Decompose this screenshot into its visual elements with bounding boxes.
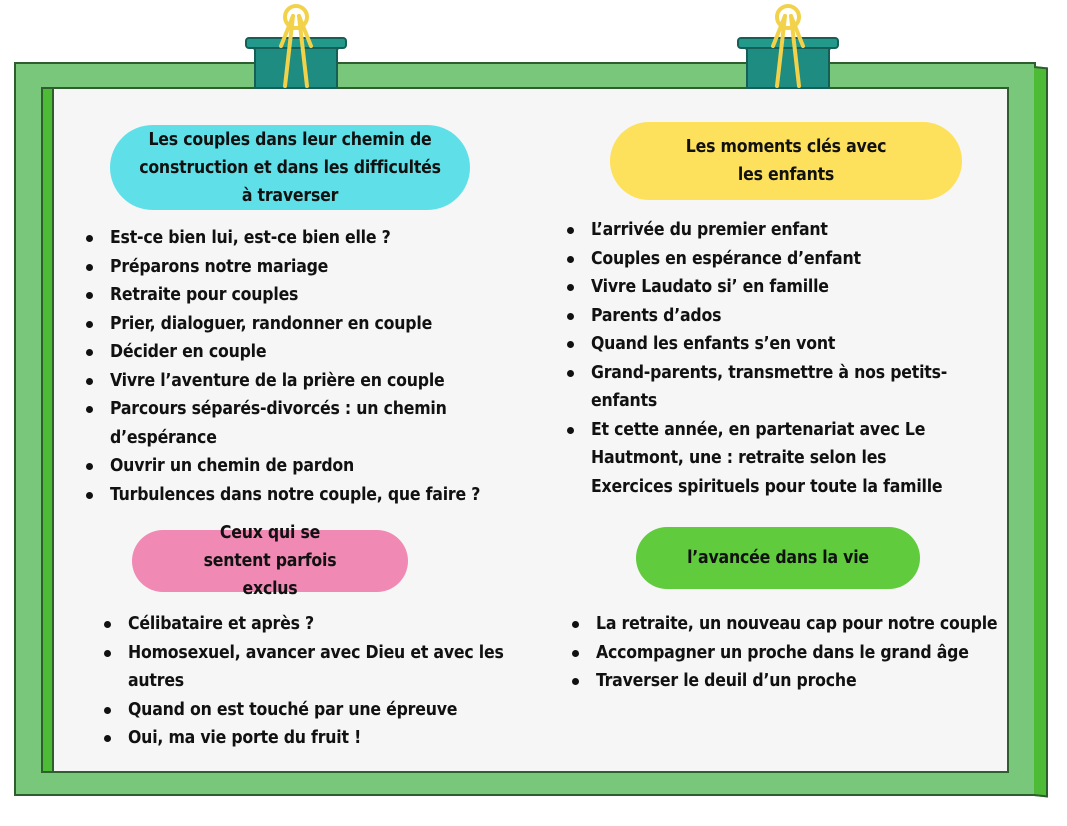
list-item: Est-ce bien lui, est-ce bien elle ?: [83, 224, 503, 253]
list-couples: [83, 224, 503, 509]
list-exclus: [101, 610, 506, 753]
list-item: Oui, ma vie porte du fruit !: [101, 724, 506, 753]
list-item: Parents d’ados: [564, 302, 964, 331]
list-item: Vivre l’aventure de la prière en couple: [83, 367, 503, 396]
binder-clip-icon: [241, 0, 351, 92]
board-side-edge: [1034, 66, 1048, 797]
section-title-enfants: [610, 122, 962, 200]
list-item: Grand-parents, transmettre à nos petits-enfants: [564, 359, 964, 416]
section-title-vie: [636, 527, 920, 589]
list-vie: [569, 610, 999, 696]
list-item: Traverser le deuil d’un proche: [569, 667, 999, 696]
list-item: Quand les enfants s’en vont: [564, 330, 964, 359]
list-item: Couples en espérance d’enfant: [564, 245, 964, 274]
list-item: Accompagner un proche dans le grand âge: [569, 639, 999, 668]
binder-clip-icon: [733, 0, 843, 92]
list-item: Décider en couple: [83, 338, 503, 367]
section-title-exclus-text: Ceux qui se sentent parfois exclus: [203, 523, 337, 599]
section-title-exclus: [132, 523, 408, 599]
list-item: Et cette année, en partenariat avec Le Hautmont, une : retraite selon les Exercices spirituels pour toute la famille: [564, 416, 964, 502]
list-item: La retraite, un nouveau cap pour notre couple: [569, 610, 999, 639]
list-item: Turbulences dans notre couple, que faire ?: [83, 481, 503, 510]
section-title-vie-text: l’avancée dans la vie: [687, 548, 869, 568]
list-item: Ouvrir un chemin de pardon: [83, 452, 503, 481]
list-item: Préparons notre mariage: [83, 253, 503, 282]
list-enfants: [564, 216, 964, 501]
list-item: L’arrivée du premier enfant: [564, 216, 964, 245]
list-item: Vivre Laudato si’ en famille: [564, 273, 964, 302]
list-item: Parcours séparés-divorcés : un chemin d’espérance: [83, 395, 503, 452]
list-item: Célibataire et après ?: [101, 610, 506, 639]
list-item: Prier, dialoguer, randonner en couple: [83, 310, 503, 339]
section-title-couples: [110, 125, 470, 210]
list-item: Quand on est touché par une épreuve: [101, 696, 506, 725]
section-title-couples-text: Les couples dans leur chemin de construction et dans les difficultés à traverser: [139, 129, 441, 206]
list-item: Retraite pour couples: [83, 281, 503, 310]
list-item: Homosexuel, avancer avec Dieu et avec les autres: [101, 639, 506, 696]
section-title-enfants-text: Les moments clés avec les enfants: [685, 137, 887, 185]
